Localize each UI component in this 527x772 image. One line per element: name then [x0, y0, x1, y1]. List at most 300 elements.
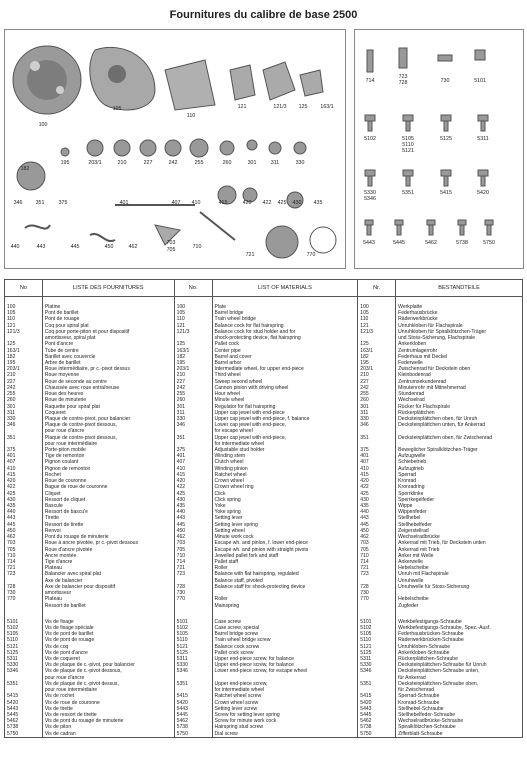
table-cell-line: Decksteinplättchen oben, für Unruh [398, 415, 478, 422]
table-cell-line: Spiralklötzchen-Schraube [398, 724, 456, 731]
table-cell-line: 210 [176, 372, 186, 379]
table-cell-line: for intermediate wheel [214, 687, 265, 694]
table-cell-line: Renvoi [44, 527, 61, 534]
table-cell-line: 730 [360, 590, 369, 597]
col-de [396, 609, 523, 738]
part-label: 163/1 [320, 104, 334, 110]
table-cell-line: Jewelled pallet fork and staff [214, 552, 279, 559]
table-cell-line: Zugfeder [398, 602, 419, 609]
table-cell-line: 450 [360, 527, 369, 534]
table-cell-line: Tirette [44, 515, 59, 522]
table-cell-line: 420 [360, 478, 369, 485]
table-cell-line: Train wheel bridge screw [214, 637, 271, 644]
table-cell-line: 770 [360, 596, 369, 603]
table-cell-line: Vis de fixage [44, 618, 74, 625]
table-cell-line: Decksteinplättchen oben, für Zwischenrad [398, 434, 493, 441]
table-cell-line: Rochet [44, 471, 61, 478]
part-label: 430 [292, 200, 302, 206]
table-cell-line: Vis de tirette [44, 705, 73, 712]
table-cell-line: 425 [7, 490, 16, 497]
table-cell-line: 5330 [360, 662, 372, 669]
table-cell-line: Balance cock for stud holder and for [214, 328, 296, 335]
part-label: 420 [242, 200, 252, 206]
table-cell-line: 5738 [360, 724, 372, 731]
part-label: 260 [222, 160, 232, 166]
table-cell-line: 770 [176, 596, 186, 603]
column-header: LIST OF MATERIALS [212, 280, 358, 297]
table-cell-line: 422 [7, 484, 16, 491]
table-cell-line: Vis de roue de couronne [44, 699, 100, 706]
table-cell-line: Mainspring [214, 602, 240, 609]
col-no-en [174, 297, 212, 609]
table-cell-line: Vis de coqueret [44, 656, 80, 663]
table-cell-line: Vis de cadran [44, 730, 76, 737]
col-no [5, 609, 43, 738]
table-group-parts [5, 297, 523, 609]
table-cell-line: 410 [176, 465, 186, 472]
table-cell-line: 182 [176, 353, 186, 360]
train-bridge-shape [165, 60, 215, 110]
part-label: 445 [70, 244, 80, 250]
table-cell-line: Werkplatte [398, 304, 423, 310]
table-cell-line: Werkbefestigungs-Schraube [398, 618, 462, 625]
part-label: 242 [168, 160, 178, 166]
table-cell-line: Ankerkloben-Schraube [398, 649, 450, 656]
table-cell-line: Vis de pont du rouage de minuterie [44, 718, 124, 725]
table-cell-line: Click [214, 490, 226, 497]
movement-parts-drawing [5, 30, 345, 268]
wheel-227 [140, 140, 156, 156]
table-cell-line: Kleinbodenrad [398, 372, 431, 379]
part-label: 195 [60, 160, 70, 166]
table-cell-line: 407 [360, 459, 369, 466]
table-cell-line: 723 [7, 571, 16, 578]
table-cell-line: Sperrklinke [398, 490, 424, 497]
table-cell-line: Yoke spring [214, 509, 241, 516]
table-cell-line: 311 [176, 409, 185, 416]
table-cell-line: Stellhebel [398, 515, 421, 522]
table-cell-line: 462 [176, 534, 186, 541]
table-cell-line: 5445 [176, 712, 188, 718]
table-cell-line: Aufzugtrieb [398, 465, 424, 472]
table-cell-line: Roue d'ancre pivotée [44, 546, 93, 553]
table-cell-line: Roue moyenne [44, 372, 80, 379]
table-cell-line: 5125 [360, 649, 372, 656]
table-cell-line: Hebelscheibe [398, 596, 429, 603]
table-cell-line: 422 [360, 484, 369, 491]
table-cell-line: 311 [360, 409, 369, 416]
table-cell-line: 450 [7, 527, 16, 534]
table-cell-line: Vis de rochet [44, 693, 75, 700]
table-cell-line: Vis de pont de rouage [44, 637, 95, 644]
table-cell-line: 728 [360, 583, 369, 590]
table-cell-line: 721 [176, 565, 186, 572]
table-cell-line: 410 [360, 465, 369, 472]
table-cell-line: 710 [176, 552, 186, 559]
col-fr [42, 609, 174, 738]
table-cell-line: Sperrkegelfeder [398, 496, 435, 503]
table-cell-line: 435 [176, 503, 186, 509]
screws-drawing [355, 30, 523, 268]
table-cell-line: 445 [7, 521, 16, 528]
part-label: 415 [218, 200, 228, 206]
table-cell-line: 301 [360, 403, 369, 410]
table-cell-line: Case screw [214, 618, 241, 625]
table-cell-line: 121 [7, 322, 16, 329]
table-cell-line: 462 [7, 534, 16, 541]
table-cell-line: 105 [360, 310, 369, 317]
table-cell-line: Roue à ancre pivotée, pr c.-pivot dessous [44, 540, 139, 547]
table-cell-line: 5125 [176, 649, 188, 656]
table-cell-line: 5415 [176, 693, 188, 700]
table-cell-line: 346 [176, 422, 186, 429]
table-cell-line: 203/1 [360, 366, 373, 373]
table-cell-line: 710 [7, 552, 16, 559]
part-label: 182 [20, 166, 30, 172]
table-cell-line: Decksteinplättchen-Schraube oben, [398, 680, 479, 687]
table-cell-line: 5750 [360, 730, 372, 737]
table-cell-line: 100 [176, 304, 186, 310]
table-cell-line: 5443 [176, 705, 188, 712]
table-cell-line: Roue de seconde au centre [44, 378, 107, 385]
table-cell-line: 440 [176, 509, 186, 516]
table-cell-line: Federwelle [398, 359, 423, 366]
table-cell-line: 443 [176, 515, 186, 522]
table-cell-line: Vis de pont de barillet [44, 631, 94, 638]
table-cell-line: Schiebetrieb [398, 459, 427, 466]
table-cell-line: Coqueret [44, 409, 66, 416]
wheel-203-1 [87, 140, 103, 156]
table-cell-line: 375 [176, 447, 186, 454]
table-cell-line: Decksteinplättchen unten, für Ankerrad [398, 422, 486, 429]
table-cell-line: 110 [360, 316, 369, 323]
wheel-255 [190, 139, 208, 157]
table-cell-line: 443 [7, 515, 16, 522]
part-label: 450 [104, 244, 114, 250]
table-cell-line: Kronrad-Schraube [398, 699, 440, 706]
table-cell-line: Kronrad [398, 478, 417, 485]
col-no-en [174, 609, 212, 738]
col-no [5, 297, 43, 609]
table-cell-line: Vis de plaque de c.-pivot dessous, [44, 668, 122, 675]
table-cell-line: 242 [360, 384, 369, 391]
part-label: 728 [398, 80, 408, 86]
table-cell-line: 5351 [360, 680, 372, 687]
table-cell-line: 5443 [7, 705, 19, 712]
table-cell-line: 721 [7, 565, 16, 572]
part-label: 5121 [402, 148, 414, 154]
part-label: 346 [13, 200, 23, 206]
table-cell-line: 770 [7, 596, 16, 603]
table-cell-line: 430 [176, 496, 186, 503]
table-cell-line: 255 [176, 391, 186, 398]
table-cell-line: 422 [176, 484, 186, 491]
table-cell-line: 415 [176, 471, 186, 478]
table-cell-line: Pignon de remontoir [44, 465, 91, 472]
table-cell-line: Roue intermédiaire, pr c.-pivot dessus [44, 366, 130, 373]
part-label: 125 [298, 104, 308, 110]
table-cell-line: 5445 [360, 712, 372, 718]
table-cell-line: 210 [7, 372, 16, 379]
table-cell-line: Minute wheel [214, 397, 245, 404]
table-cell-line: Barillet avec couvercle [44, 353, 96, 360]
table-cell-line: Clutch wheel [214, 459, 244, 466]
table-cell-line: Yoke [214, 503, 226, 509]
table-cell-line: for intermediate wheel [214, 440, 265, 447]
table-cell-line: 710 [360, 552, 369, 559]
part-label: 443 [36, 244, 46, 250]
part-label: 5351 [402, 190, 414, 196]
table-cell-line: 728 [7, 583, 16, 590]
table-cell-line: 301 [7, 403, 16, 410]
table-cell-line: 714 [360, 558, 369, 565]
table-cell-line: Pallet staff [214, 558, 239, 565]
table-cell-line: 121/3 [7, 328, 20, 335]
table-cell-line: 5110 [360, 637, 372, 644]
balance-wheel-721 [266, 226, 298, 258]
table-cell-line: 260 [7, 397, 16, 404]
part-label: 5101 [474, 78, 486, 84]
table-cell-line: 5351 [176, 680, 188, 687]
table-cell-line: Räderwerkbrücken-Schraube [398, 637, 464, 644]
table-cell-line: 227 [7, 378, 16, 385]
table-cell-line: Rückerplättchen [398, 409, 435, 416]
table-cell-line: Sperrad [398, 471, 417, 478]
part-label: 5311 [477, 136, 489, 142]
table-cell-line: Hour wheel [214, 391, 241, 398]
table-cell-line: Hebelscheibe [398, 565, 429, 572]
part-label: 5445 [393, 240, 405, 246]
table-cell-line: Sperrad-Schraube [398, 693, 440, 700]
table-cell-line: Roue des heures [44, 391, 84, 398]
table-cell-line: 346 [360, 422, 369, 429]
table-cell-line: Wippe [398, 503, 413, 509]
table-cell-line: 227 [360, 378, 369, 385]
table-cell-line: 5346 [176, 668, 188, 675]
table-cell-line: 210 [360, 372, 369, 379]
column-header: BESTANDTEILE [396, 280, 523, 297]
table-cell-line: Unruhkloben für Spiralklötzchen-Träger [398, 328, 487, 335]
table-cell-line: Chaussée avec roue entraîneuse [44, 384, 120, 391]
table-cell-line: Click spring [214, 496, 241, 503]
table-cell-line: Ankerwelle [398, 558, 423, 565]
table-cell-line: Vis de pont d'ancre [44, 649, 88, 656]
table-cell-line: 242 [7, 384, 16, 391]
table-cell-line: amortisseur, spiral plat [44, 335, 96, 342]
table-cell-line: Upper cap jewel with end-piece, f. balance [214, 415, 310, 422]
table-cell-line: 5415 [360, 693, 372, 700]
table-cell-line: 5750 [7, 730, 19, 737]
table-cell-line: Decksteinplättchen-Schraube für Unruh [398, 662, 487, 669]
table-cell-line: Adjustable stud holder [214, 447, 265, 454]
part-label: 705 [166, 247, 176, 253]
table-cell-line: 5311 [360, 656, 372, 663]
wheel-210 [114, 140, 130, 156]
table-cell-line: 5415 [7, 693, 19, 700]
part-label: 105 [112, 106, 122, 112]
table-cell-line: Setting lever [214, 515, 243, 522]
part-label: 5346 [364, 196, 376, 202]
table-cell-line: Balancier avec spiral plat [44, 571, 101, 578]
col-en [212, 609, 358, 738]
table-cell-line: 301 [176, 403, 186, 410]
table-cell-line: 714 [176, 558, 186, 565]
part-label: 375 [58, 200, 68, 206]
table-cell-line: 728 [176, 583, 186, 590]
table-cell-line: Vis de fixage spéciale [44, 624, 94, 631]
table-cell-line: Tige de remontoir [44, 453, 85, 460]
table-cell-line: 121/3 [176, 328, 190, 335]
table-cell-line: Roller [214, 596, 228, 603]
table-group-screws [5, 609, 523, 738]
table-cell-line: 721 [360, 565, 369, 572]
table-cell-line: 351 [176, 434, 186, 441]
table-cell-line: 260 [176, 397, 186, 404]
column-header: No. [174, 280, 212, 297]
table-cell-line: 407 [7, 459, 16, 466]
table-cell-line: Plateau [44, 565, 62, 572]
table-cell-line: 330 [176, 415, 186, 422]
part-label: 440 [10, 244, 20, 250]
table-cell-line: 100 [7, 304, 16, 310]
table-cell-line: 723 [176, 571, 186, 578]
part-label: 425 [277, 200, 287, 206]
table-cell-line: 195 [360, 359, 369, 366]
part-label: 710 [192, 244, 202, 250]
table-cell-line: Roue de couronne [44, 478, 87, 485]
part-label: 5420 [477, 190, 489, 196]
table-cell-line: Dial screw [214, 730, 238, 737]
table-cell-line: Wippenfeder [398, 509, 427, 516]
part-label: 703 [166, 240, 176, 246]
table-cell-line: 420 [7, 478, 16, 485]
table-cell-line: Cliquet [44, 490, 61, 497]
table-cell-line: 351 [360, 434, 369, 441]
part-label: 435 [313, 200, 323, 206]
table-cell-line: Coq pour spiral plat [44, 322, 89, 329]
table-cell-line: Wechselrad [398, 397, 425, 404]
wheel-330 [294, 142, 306, 154]
table-cell-line: Barrel bridge screw [214, 631, 259, 638]
table-cell-line: 5105 [360, 631, 372, 638]
table-cell-line: 5121 [7, 643, 19, 650]
table-cell-line: Intermediate wheel, for upper end-piece [214, 366, 304, 373]
table-cell-line: Roue de minuterie [44, 397, 87, 404]
table-cell-line: Barrel arbor [214, 359, 242, 366]
table-cell-line: pour roue intermédiaire [44, 687, 98, 694]
table-header-row [5, 280, 523, 297]
table-cell-line: Coq pour porte-piton et pour dispositif [44, 328, 130, 335]
table-cell-line: Upper cap jewel with end-piece, [214, 434, 287, 441]
table-cell-line: Roller [214, 565, 228, 572]
table-cell-line: 425 [176, 490, 186, 497]
table-cell-line: Wechselradbrücke-Schraube [398, 718, 464, 725]
table-cell-line: Ancre montée [44, 552, 77, 559]
table-cell-line: Case screw, special [214, 624, 260, 631]
table-cell-line: 5101 [7, 618, 19, 625]
table-cell-line: Cannon pinion with driving wheel [214, 384, 289, 391]
table-cell-line: 5351 [7, 680, 19, 687]
table-cell-line: Pignon coulant [44, 459, 79, 466]
table-cell-line: Bascule [44, 503, 63, 509]
table-cell-line: 5420 [176, 699, 188, 706]
table-cell-line: 5102 [7, 624, 19, 631]
part-label: 5330 [364, 190, 376, 196]
table-cell-line: amortisseur [44, 590, 72, 597]
table-cell-line: Upper end-piece screw, [214, 680, 268, 687]
table-cell-line: 445 [360, 521, 369, 528]
part-label: 407 [171, 200, 181, 206]
column-header: LISTE DES FOURNITURES [42, 280, 174, 297]
table-cell-line: 5330 [176, 662, 188, 669]
table-cell-line: Vis de plaque de c.-pivot dessus, [44, 680, 119, 687]
table-cell-line: 401 [176, 453, 186, 460]
table-cell-line: 440 [7, 509, 16, 516]
part-label: 5125 [440, 136, 452, 142]
table-cell-line: 703 [7, 540, 16, 547]
wheel-195 [61, 148, 69, 156]
table-cell-line: 730 [176, 590, 186, 597]
table-cell-line: 121 [360, 322, 369, 329]
table-cell-line: 5102 [360, 624, 372, 631]
table-cell-line: Balance staff, pivoted [214, 577, 263, 584]
part-label: 351 [35, 200, 45, 206]
table-cell-line: Wechselradbrücke [398, 534, 440, 541]
table-cell-line: Plate [214, 304, 227, 310]
table-cell-line: 105 [176, 310, 186, 317]
table-cell-line: 5105 [7, 631, 19, 638]
table-cell-line: 5420 [7, 699, 19, 706]
table-cell-line: Hairspring stud screw [214, 724, 264, 731]
wheel-260 [220, 141, 234, 155]
table-cell-line: 420 [176, 478, 186, 485]
wheel-301 [247, 140, 257, 150]
table-cell-line: Escape wh. and pinion with straight pivots [214, 546, 309, 553]
wheel-311 [269, 142, 281, 154]
table-cell-line: 375 [360, 447, 369, 454]
table-cell-line: 440 [360, 509, 369, 516]
part-label: 330 [295, 160, 305, 166]
table-cell-line: 182 [360, 353, 369, 360]
table-cell-line: Ressort de barillet [44, 602, 86, 609]
table-cell-line: 5105 [176, 631, 188, 638]
table-cell-line: Kronradring [398, 484, 425, 491]
table-cell-line: 100 [360, 304, 369, 310]
table-cell-line: Upper cap jewel with end-piece [214, 409, 285, 416]
table-cell-line: 723 [360, 571, 369, 578]
table-cell-line: 445 [176, 521, 186, 528]
table-cell-line: 5443 [360, 705, 372, 712]
part-label: 255 [194, 160, 204, 166]
table-cell-line: Minutenrohr mit Mitnehmerrad [398, 384, 466, 391]
exploded-parts-diagram [4, 29, 346, 269]
part-label: 5105 [402, 136, 414, 142]
table-cell-line: Unruhkloben für Flachspirale [398, 322, 463, 329]
table-cell-line: 227 [176, 378, 186, 385]
table-cell-line: pour roue d'ancre [44, 428, 85, 435]
table-cell-line: Zifferblatt-Schraube [398, 730, 443, 737]
table-cell-line: für Ankerrad [398, 674, 426, 681]
table-cell-line: 401 [360, 453, 369, 460]
table-cell-line: for escape wheel [214, 428, 253, 435]
table-cell-line: Bague de roue de couronne [44, 484, 108, 491]
table-cell-line: und Stoss-Sicherung, Flachspirale [398, 335, 476, 342]
table-cell-line: 410 [7, 465, 16, 472]
table-cell-line: Stundenrad [398, 391, 425, 398]
screws-parts-diagram [354, 29, 524, 269]
table-cell-line: 125 [176, 341, 186, 348]
table-cell-line: 195 [7, 359, 16, 366]
